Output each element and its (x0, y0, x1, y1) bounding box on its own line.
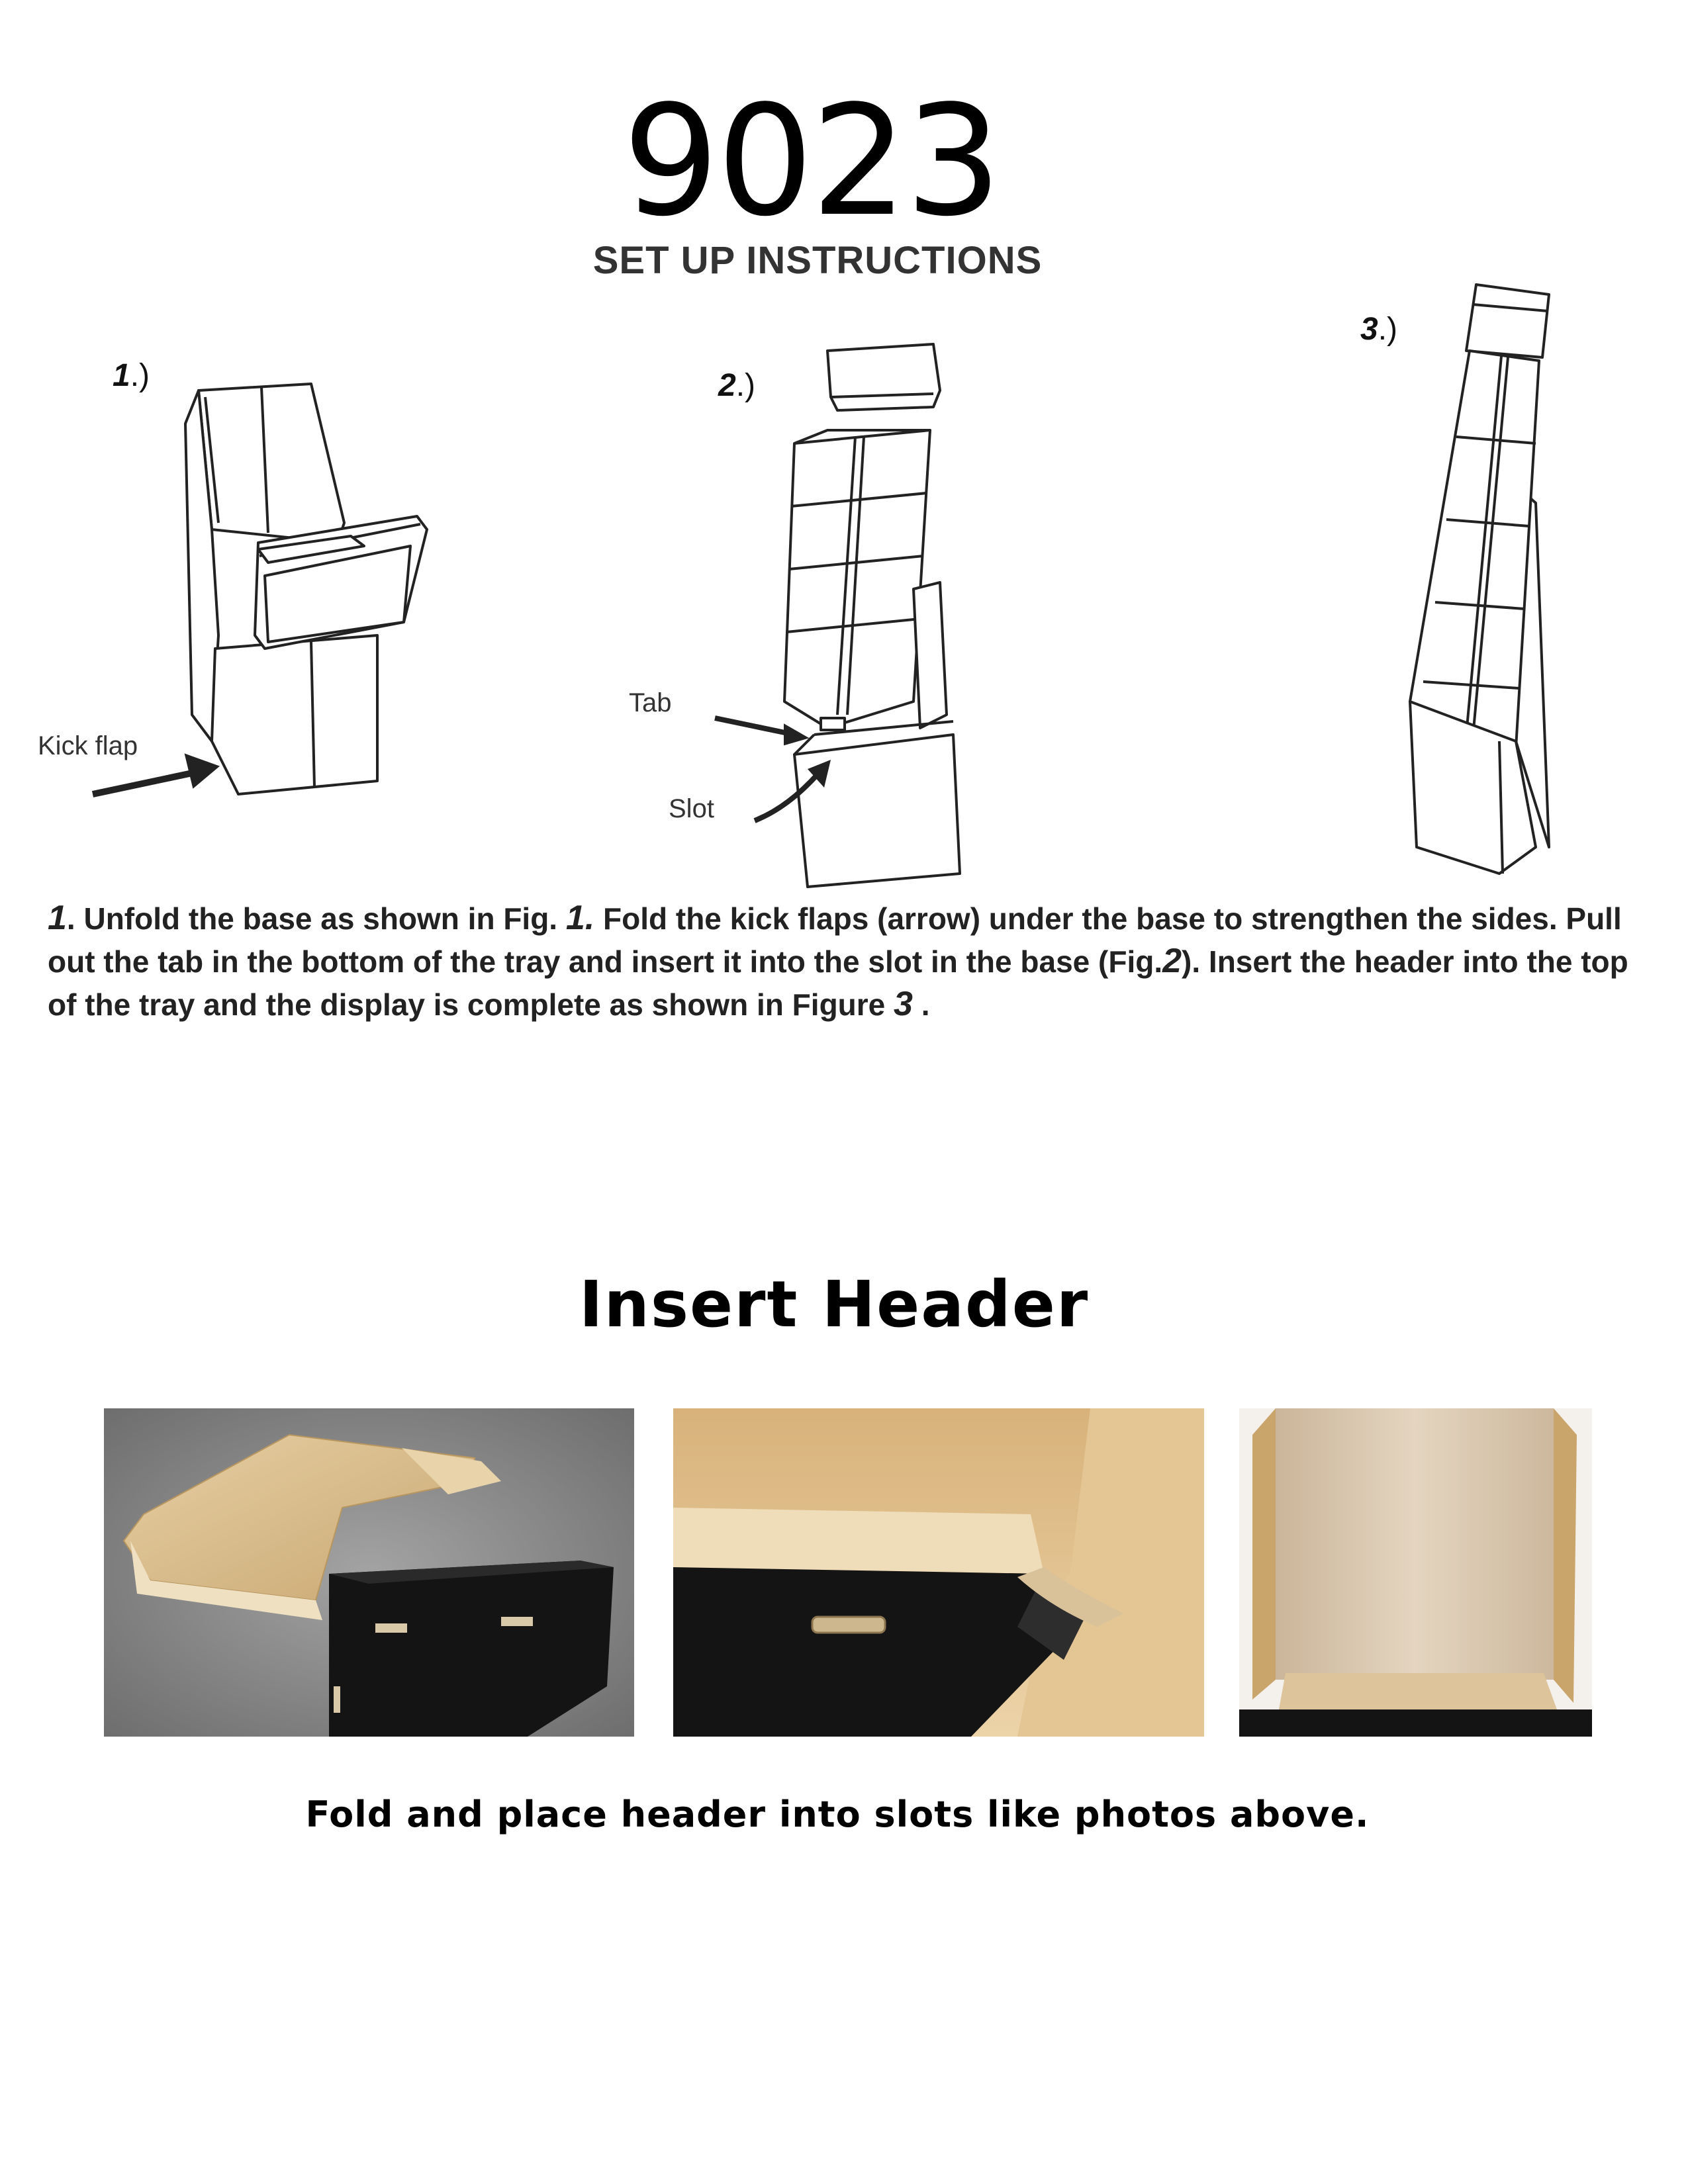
instructions-num-3: 2 (1162, 942, 1182, 980)
photo-header-unfolded (104, 1408, 634, 1737)
page-title: 9023 (622, 73, 1000, 250)
instructions-text-2: Fold the kick flaps (arrow) under the base to strengthen the sides. Pull out the tab in the bottom of the tray and insert it into the slot in the base (Fig. (48, 901, 1622, 979)
instructions-text-4: . (912, 987, 930, 1022)
step-number: 2 (718, 368, 736, 403)
instructions-num-1: 1 (48, 899, 67, 937)
instructions-text-3: ). Insert the header into the top of the tray and the display is complete as shown in Figure (48, 944, 1628, 1022)
step-number: 1 (113, 358, 130, 393)
photo-caption: Fold and place header into slots like photos above. (305, 1794, 1370, 1835)
photo-header-slot-detail (673, 1408, 1204, 1737)
step-paren: .) (735, 368, 756, 403)
instructions-num-4: 3 (894, 985, 913, 1023)
section-title: Insert Header (579, 1267, 1090, 1342)
photo-header-inserted (1239, 1408, 1592, 1737)
callout-tab: Tab (629, 688, 672, 717)
instructions-num-2: 1. (565, 899, 595, 937)
instructions-paragraph (48, 897, 1650, 1026)
figure-2-tray-insert (702, 331, 1006, 900)
page-subtitle: SET UP INSTRUCTIONS (592, 239, 1043, 282)
callout-slot: Slot (669, 794, 714, 823)
step-number: 3 (1360, 312, 1378, 347)
callout-kick-flap: Kick flap (38, 731, 138, 760)
step-paren: .) (1378, 312, 1398, 347)
instructions-text-1: . Unfold the base as shown in Fig. (66, 901, 566, 936)
step-paren: .) (130, 358, 150, 393)
figure-1-base-unfolded (86, 371, 457, 821)
figure-3-completed-display (1337, 278, 1589, 887)
